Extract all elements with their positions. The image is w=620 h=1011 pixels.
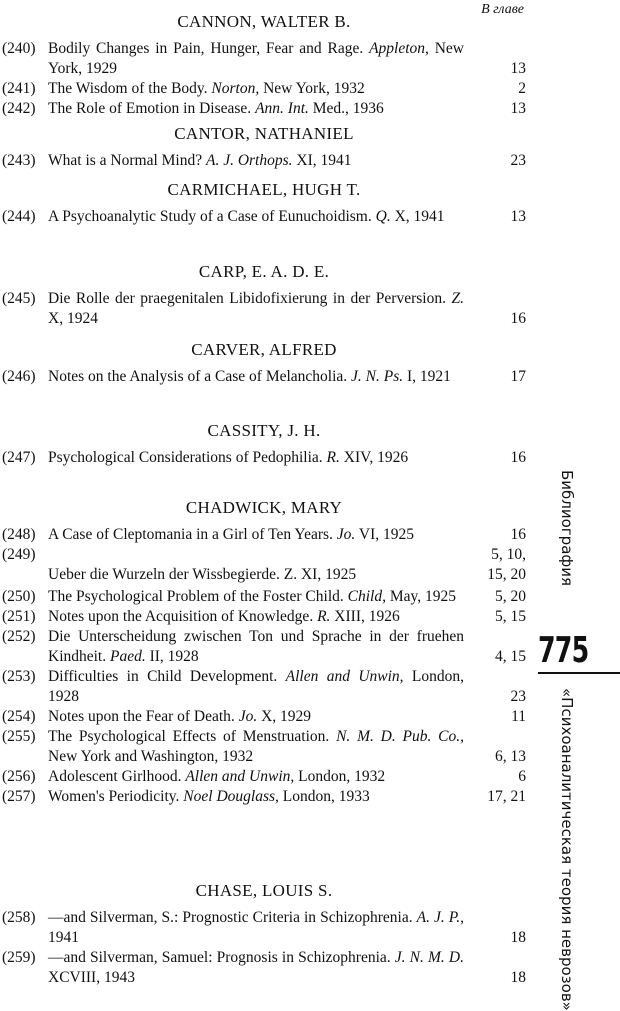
entry-citation: The Role of Emotion in Disease. Ann. Int. Med., 1936 — [48, 100, 384, 117]
entry-number: (257) — [2, 788, 36, 805]
running-book-title: «Психоаналитическая теория неврозов» — [558, 688, 576, 1011]
author-section — [2, 180, 526, 227]
entry-chapter-refs: 13 — [510, 60, 526, 77]
entry-number: (250) — [2, 588, 36, 605]
entry-number: (244) — [2, 208, 36, 225]
page-number: 775 — [538, 630, 589, 671]
bibliography-entry — [2, 587, 526, 607]
entry-citation: Ueber die Wurzeln der Wissbegierde. Z. XI, 1925 — [48, 566, 357, 583]
bibliography-entry — [2, 525, 526, 545]
bibliography-entry — [2, 289, 526, 329]
entry-number: (243) — [2, 152, 36, 169]
bibliography-entry — [2, 908, 526, 948]
entry-chapter-refs: 13 — [510, 208, 526, 225]
entry-chapter-refs: 16 — [510, 449, 526, 466]
bibliography-entry — [2, 207, 526, 227]
entry-number: (259) — [2, 949, 36, 966]
bibliography-entry — [2, 367, 526, 387]
entry-chapter-refs: 11 — [511, 708, 526, 725]
author-heading: CASSITY, J. H. — [207, 421, 321, 440]
entry-chapter-refs: 5, 10, 15, 20 — [487, 546, 526, 583]
entry-citation: Psychological Considerations of Pedophilia. R. XIV, 1926 — [48, 449, 409, 466]
entry-chapter-refs: 2 — [518, 80, 526, 97]
entry-citation: Difficulties in Child Development. Allen and Unwin, London, 1928 — [48, 668, 464, 705]
bibliography-entry — [2, 727, 526, 767]
entry-chapter-refs: 6 — [518, 768, 526, 785]
bibliography-entry — [2, 151, 526, 171]
entry-citation: Bodily Changes in Pain, Hunger, Fear and Rage. Appleton, New York, 1929 — [48, 40, 464, 77]
bibliography-entry — [2, 79, 526, 99]
entry-chapter-refs: 23 — [510, 152, 526, 169]
entry-citation: A Case of Cleptomania in a Girl of Ten Years. Jo. VI, 1925 — [48, 526, 414, 543]
bibliography-entry — [2, 667, 526, 707]
entry-citation: The Psychological Effects of Menstruation. N. M. D. Pub. Co., New York and Washington, 1932 — [48, 728, 465, 765]
author-section — [2, 340, 526, 387]
page-number-rule — [538, 672, 620, 674]
author-heading: CARVER, ALFRED — [191, 340, 337, 359]
author-heading: CANTOR, NATHANIEL — [174, 124, 354, 143]
author-heading: CHADWICK, MARY — [185, 498, 343, 517]
author-section — [2, 124, 526, 171]
entry-citation: Die Unterscheidung zwischen Ton und Sprache in der fruehen Kindheit. Paed. II, 1928 — [48, 628, 464, 665]
entry-citation: The Wisdom of the Body. Norton, New York, 1932 — [48, 80, 365, 97]
author-heading: CARMICHAEL, HUGH T. — [167, 180, 361, 199]
entry-citation: A Psychoanalytic Study of a Case of Eunuchoidism. Q. X, 1941 — [48, 208, 445, 225]
entry-number: (253) — [2, 668, 36, 685]
entry-number: (258) — [2, 909, 36, 926]
entry-citation: Women's Periodicity. Noel Douglass, London, 1933 — [48, 788, 370, 805]
author-section — [2, 421, 526, 468]
entry-citation: Die Rolle der praegenitalen Libidofixierung in der Perversion. Z. X, 1924 — [48, 290, 464, 327]
entry-chapter-refs: 5, 20 — [495, 588, 526, 605]
entry-citation: Notes upon the Fear of Death. Jo. X, 1929 — [48, 708, 312, 725]
author-heading: CANNON, WALTER B. — [177, 12, 351, 31]
chapter-column-heading: В главе — [481, 2, 524, 17]
entry-chapter-refs: 16 — [510, 526, 526, 543]
entry-chapter-refs: 17, 21 — [487, 788, 526, 805]
entry-number: (240) — [2, 40, 36, 57]
entry-number: (254) — [2, 708, 36, 725]
bibliography-entry — [2, 767, 526, 787]
author-section — [2, 12, 526, 119]
entry-chapter-refs: 6, 13 — [495, 748, 526, 765]
entry-number: (248) — [2, 526, 36, 543]
bibliography-entry — [2, 39, 526, 79]
author-section — [2, 881, 526, 988]
entry-citation: Notes on the Analysis of a Case of Melancholia. J. N. Ps. I, 1921 — [48, 368, 451, 385]
entry-chapter-refs: 13 — [510, 100, 526, 117]
entry-chapter-refs: 4, 15 — [495, 648, 526, 665]
bibliography-entry — [2, 707, 526, 727]
bibliography-entry — [2, 545, 526, 585]
entry-chapter-refs: 5, 15 — [495, 608, 526, 625]
entry-number: (241) — [2, 80, 36, 97]
entry-number: (242) — [2, 100, 36, 117]
bibliography-entry — [2, 448, 526, 468]
entry-citation: What is a Normal Mind? A. J. Orthops. XI, 1941 — [48, 152, 352, 169]
entry-chapter-refs: 17 — [510, 368, 526, 385]
bibliography-entry — [2, 787, 526, 807]
entry-number: (249) — [2, 546, 36, 563]
entry-citation: —and Silverman, Samuel: Prognosis in Schizophrenia. J. N. M. D. XCVIII, 1943 — [48, 949, 465, 986]
entry-chapter-refs: 18 — [510, 969, 526, 986]
author-heading: CARP, E. A. D. E. — [198, 262, 330, 281]
entry-number: (247) — [2, 449, 36, 466]
entry-citation: —and Silverman, S.: Prognostic Criteria in Schizophrenia. A. J. P., 1941 — [48, 909, 464, 946]
entry-number: (256) — [2, 768, 36, 785]
entry-chapter-refs: 16 — [510, 310, 526, 327]
author-heading: CHASE, LOUIS S. — [195, 881, 333, 900]
entry-chapter-refs: 18 — [510, 929, 526, 946]
bibliography-entry — [2, 948, 526, 988]
bibliography-entry — [2, 99, 526, 119]
entry-number: (246) — [2, 368, 36, 385]
entry-citation: Notes upon the Acquisition of Knowledge. R. XIII, 1926 — [48, 608, 400, 625]
running-section-title: Библиография — [558, 470, 576, 586]
entry-chapter-refs: 23 — [510, 688, 526, 705]
author-section — [2, 498, 526, 807]
entry-number: (245) — [2, 290, 36, 307]
author-section — [2, 262, 526, 329]
page-sidebar — [538, 470, 620, 1011]
entry-number: (252) — [2, 628, 36, 645]
entry-number: (255) — [2, 728, 36, 745]
bibliography-entry — [2, 627, 526, 667]
bibliography-entry — [2, 607, 526, 627]
entry-number: (251) — [2, 608, 36, 625]
entry-citation: The Psychological Problem of the Foster Child. Child, May, 1925 — [48, 588, 456, 605]
entry-citation: Adolescent Girlhood. Allen and Unwin, London, 1932 — [48, 768, 386, 785]
